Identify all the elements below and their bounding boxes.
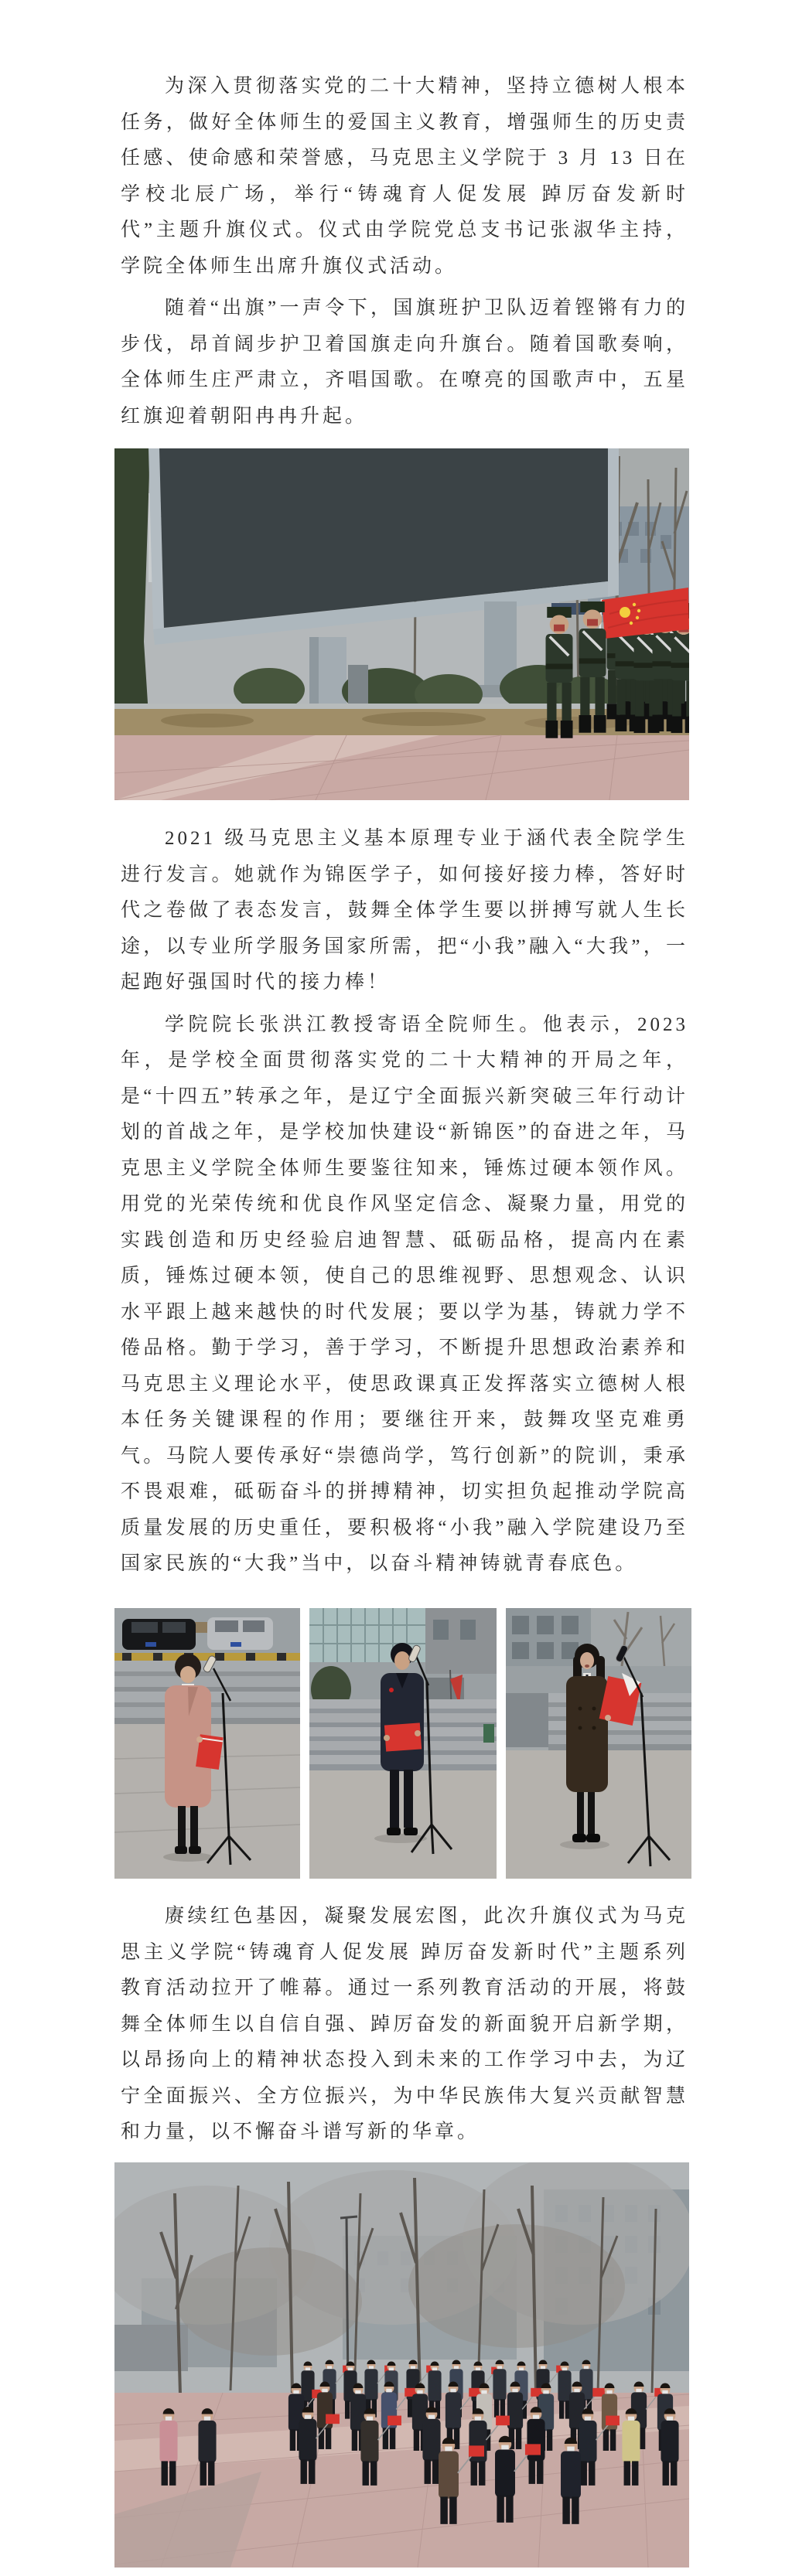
utility-box [348,665,368,705]
striped-curb [114,1653,300,1661]
hand [384,1735,390,1741]
hand [196,1736,203,1743]
mouth [585,1665,589,1668]
leg-left [577,1792,584,1835]
hand [605,1715,611,1721]
face [180,1666,196,1683]
figure-shadow [163,1852,213,1862]
speaker2-scene [309,1608,497,1879]
face [394,1651,410,1670]
party-pin [389,1688,394,1692]
trouser-left [390,1770,399,1828]
boot-right [190,1806,198,1849]
leg-right [588,1792,595,1835]
conifer-left [114,448,150,719]
red-folder [384,1722,422,1751]
crowd-scene [114,2162,689,2567]
paragraph-closing: 赓续红色基因，凝聚发展宏图，此次升旗仪式为马克思主义学院“铸魂育人促发展 踔厉奋发新时代”主题系列教育活动拉开了帷幕。通过一系列教育活动的开展，将鼓舞全体师生以自信自强、踔厉奋发的新面貌开启新学期，以昂扬向上的精神状态投入到未来的工作学习中去，为辽宁全面振兴、全方位振兴，为中华民族伟大复兴贡献智慧和力量，以不懈奋斗谱写新的华章。 [121,1906,688,2142]
pillar-shade [309,637,319,711]
green-bin [483,1724,494,1743]
paragraph-flag-raising: 随着“出旗”一声令下，国旗班护卫队迈着铿锵有力的步伐，昂首阔步护卫着国旗走向升旗台。随着国歌奏响，全体师生庄严肃立，齐唱国歌。在嘹亮的国歌声中，五星红旗迎着朝阳冉冉升起。 [121,298,688,427]
plaza-ground [309,1770,497,1879]
paragraph-dean-message: 学院院长张洪江教授寄语全院师生。他表示，2023 年，是学校全面贯彻落实党的二十大精神的开局之年，是“十四五”转承之年，是辽宁全面振兴新突破三年行动计划的首战之年，是学校加快建设“新锦医”的奋进之年，马克思主义学院全体师生要鉴往知来，锤炼过硬本领作风。用党的光荣传统和优良作风坚定信念、凝聚力量，用党的实践创造和历史经验启迪智慧、砥砺品格，提高内在素质，锤炼过硬本领，使自己的思维视野、思想观念、认识水平跟上越来越快的时代发展；要以学为基，铸就力学不倦品格。勤于学习，善于学习，不断提升思想政治素养和马克思主义理论水平，使思政课真正发挥落实立德树人根本任务关键课程的作用；要继往开来，鼓舞攻坚克难勇气。马院人要传承好“崇德尚学，笃行创新”的院训，秉承不畏艰难，砥砺奋斗的拼搏精神，切实担负起推动学院高质量发展的历史重任，要积极将“小我”融入学院建设乃至国家民族的“大我”当中，以奋斗精神铸就青春底色。 [121,1014,688,1574]
concrete-facade [425,1608,497,1674]
hand [415,1730,421,1736]
photo-speaker-man-navy [309,1608,497,1879]
window [433,1620,449,1640]
photo-row-speakers [114,1608,690,1879]
flag-guard-scene [114,448,689,800]
speaker1-scene [114,1608,300,1879]
boot-left [178,1806,186,1849]
paragraph-student-speech: 2021 级马克思主义基本原理专业于涵代表全院学生进行发言。她就作为锦医学子，如何接好接力棒，答好时代之卷做了表态发言，鼓舞全体学生要以拼搏写就人生长途，以专业所学服务国家所需，把“小我”融入“大我”，一起跑好强国时代的接力棒！ [121,828,688,993]
stone-pillar [506,1693,548,1747]
photo-speaker-woman-pink [114,1608,300,1879]
low-house [114,2325,188,2371]
article-body-top [121,69,688,441]
photo-speaker-woman-brown [506,1608,691,1879]
article-body-bottom [121,1899,688,2157]
article-body-middle [121,821,688,1589]
brown-coat [566,1676,608,1792]
trouser-right [404,1770,413,1828]
photo-crowd-with-flags [114,2162,689,2567]
photo-flag-guard-marching [114,448,689,800]
speaker3-scene [506,1608,691,1879]
window [460,1620,476,1640]
screen-frame-right [608,448,619,597]
paragraph-intro: 为深入贯彻落实党的二十大精神，坚持立德树人根本任务，做好全体师生的爱国主义教育，增强师生的历史责任感、使命感和荣誉感，马克思主义学院于 3 月 13 日在学校北辰广场，举行“铸魂育人促发展 踔厉奋发新时代”主题升旗仪式。仪式由学院党总支书记张淑华主持，学院全体师生出席升旗仪式活动。 [121,76,688,277]
